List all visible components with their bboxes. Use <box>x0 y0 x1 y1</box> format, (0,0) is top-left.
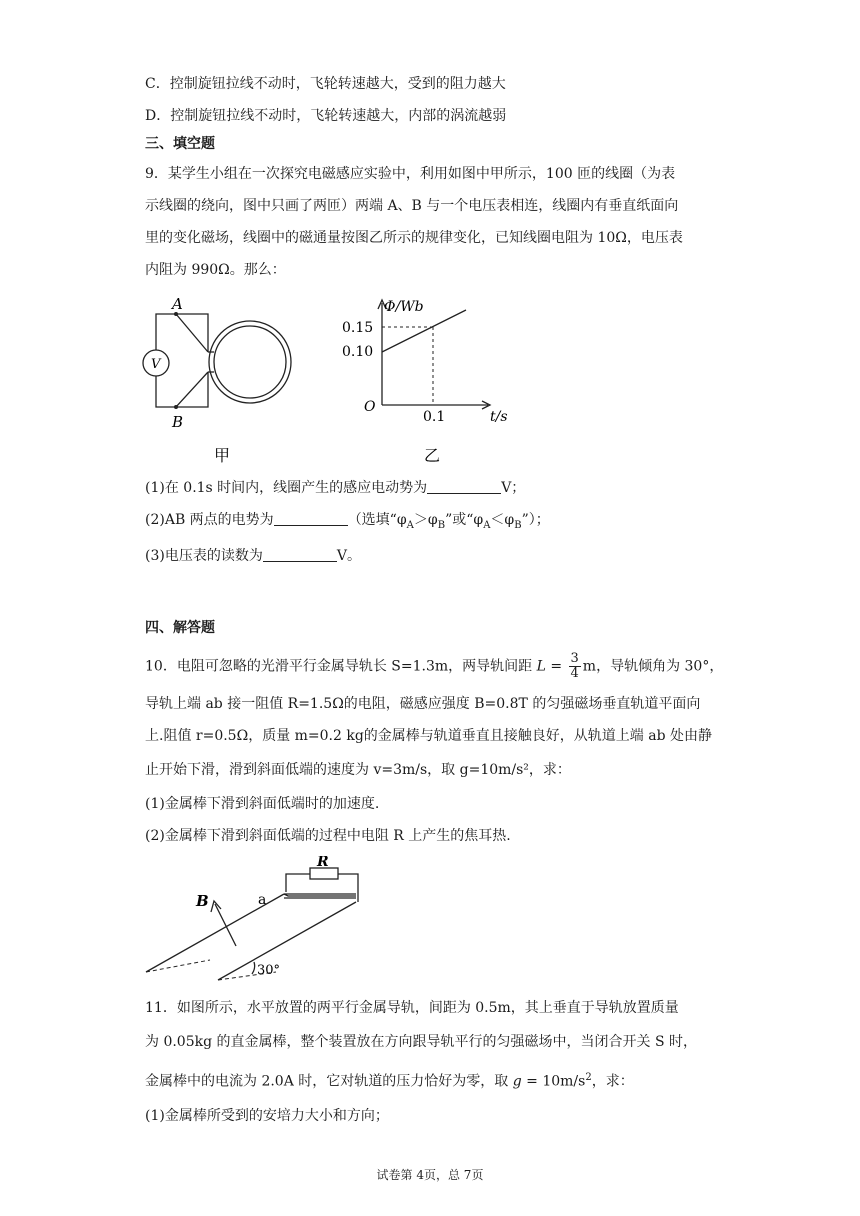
x-tick-01: 0.1 <box>423 409 446 425</box>
b-label: B <box>196 892 209 910</box>
q9-sub2-gt: ＞φ <box>413 512 438 528</box>
frac-denominator: 4 <box>570 666 579 681</box>
voltmeter-label: V <box>151 357 161 372</box>
q9-sub2-text: (2)AB 两点的电势为 <box>145 512 274 528</box>
q9-sub-2 <box>145 510 550 536</box>
figure-jia-coil-circuit <box>140 295 310 470</box>
q9-line-4: 内阻为 990Ω。那么： <box>145 262 286 278</box>
q10-line-3: 上.阻值 r=0.5Ω，质量 m=0.2 kg的金属棒与轨道垂直且接触良好，从轨道上端 ab 处由静 <box>145 728 713 744</box>
q9-sub2-mid: ”或“φ <box>445 512 484 528</box>
q9-sub3-unit: V。 <box>336 548 361 564</box>
caption-jia: 甲 <box>214 446 231 465</box>
q10-line1-text: 10．电阻可忽略的光滑平行金属导轨长 S=1.3m，两导轨间距 <box>145 658 537 675</box>
section-title-fill-blank: 三、填空题 <box>145 136 215 152</box>
y-axis-label: Φ/Wb <box>384 299 424 315</box>
r-label: R <box>317 856 329 870</box>
fraction-3-4 <box>569 652 581 681</box>
q9-line-3: 里的变化磁场，线圈中的磁通量按图乙所示的规律变化，已知线圈电阻为 10Ω，电压表 <box>145 230 683 246</box>
var-g: g <box>512 1073 522 1090</box>
option-d: D．控制旋钮拉线不动时，飞轮转速越大，内部的涡流越弱 <box>145 108 507 124</box>
g-value: = 10m/s <box>521 1073 586 1090</box>
answer-blank-3[interactable] <box>263 547 337 562</box>
y-tick-010: 0.10 <box>342 344 374 360</box>
figure-inclined-rails <box>140 856 370 986</box>
q9-sub1-unit: V； <box>501 480 526 496</box>
caption-yi: 乙 <box>424 446 441 465</box>
a-label: a <box>258 892 267 908</box>
option-c: C．控制旋钮拉线不动时，飞轮转速越大，受到的阻力越大 <box>145 76 506 92</box>
q10-line1-tail: m，导轨倾角为 30°， <box>582 658 724 675</box>
sub-a: A <box>406 519 414 531</box>
figure-yi-flux-graph <box>330 295 530 470</box>
q11-line3-tail: ，求： <box>591 1073 634 1090</box>
answer-blank-2[interactable] <box>274 511 348 526</box>
q10-sub-1: (1)金属棒下滑到斜面低端时的加速度. <box>145 796 380 812</box>
q10-line-1 <box>145 652 723 681</box>
section-title-solve: 四、解答题 <box>145 620 215 636</box>
var-l: L <box>536 658 546 675</box>
q11-line3-text: 金属棒中的电流为 2.0A 时，它对轨道的压力恰好为零，取 <box>145 1073 513 1090</box>
q9-sub2-choice-open: （选填“φ <box>347 512 407 528</box>
q11-sub-1: (1)金属棒所受到的安培力大小和方向； <box>145 1108 389 1124</box>
answer-blank-1[interactable] <box>427 479 501 494</box>
q9-sub-3 <box>145 546 361 566</box>
label-b: B <box>172 413 184 431</box>
origin-label: O <box>364 399 376 415</box>
label-a: A <box>172 295 183 313</box>
angle-label: 30° <box>257 963 281 978</box>
g-exponent: 2 <box>585 1072 592 1083</box>
sub-a-2: A <box>483 519 491 531</box>
q9-sub3-text: (3)电压表的读数为 <box>145 548 263 564</box>
page-footer: 试卷第 4页，总 7页 <box>376 1168 484 1182</box>
eq-sign: = <box>545 658 567 675</box>
q9-line-1: 9．某学生小组在一次探究电磁感应实验中，利用如图中甲所示，100 匝的线圈（为表 <box>145 166 676 182</box>
q9-sub1-text: (1)在 0.1s 时间内，线圈产生的感应电动势为 <box>145 480 428 496</box>
q9-sub-1 <box>145 478 525 498</box>
q9-sub2-end: ”）； <box>521 512 550 528</box>
q9-line-2: 示线圈的绕向，图中只画了两匝）两端 A、B 与一个电压表相连，线圈内有垂直纸面向 <box>145 198 679 214</box>
q10-sub-2: (2)金属棒下滑到斜面低端的过程中电阻 R 上产生的焦耳热. <box>145 828 511 844</box>
x-axis-label: t/s <box>490 409 508 425</box>
q11-line-2: 为 0.05kg 的直金属棒，整个装置放在方向跟导轨平行的匀强磁场中，当闭合开关 S 时， <box>145 1034 698 1050</box>
sub-b-2: B <box>514 519 522 531</box>
frac-numerator: 3 <box>570 651 579 666</box>
q11-line-1: 11．如图所示，水平放置的两平行金属导轨，间距为 0.5m，其上垂直于导轨放置质量 <box>145 1000 679 1016</box>
q9-sub2-lt: ＜φ <box>490 512 515 528</box>
y-tick-015: 0.15 <box>342 320 374 336</box>
q10-line-2: 导轨上端 ab 接一阻值 R=1.5Ω的电阻，磁感应强度 B=0.8T 的匀强磁场垂直轨道平面向 <box>145 696 701 712</box>
q10-line-4: 止开始下滑，滑到斜面低端的速度为 v=3m/s，取 g=10m/s²，求： <box>145 762 571 778</box>
q11-line-3 <box>145 1068 634 1092</box>
sub-b: B <box>437 519 446 531</box>
